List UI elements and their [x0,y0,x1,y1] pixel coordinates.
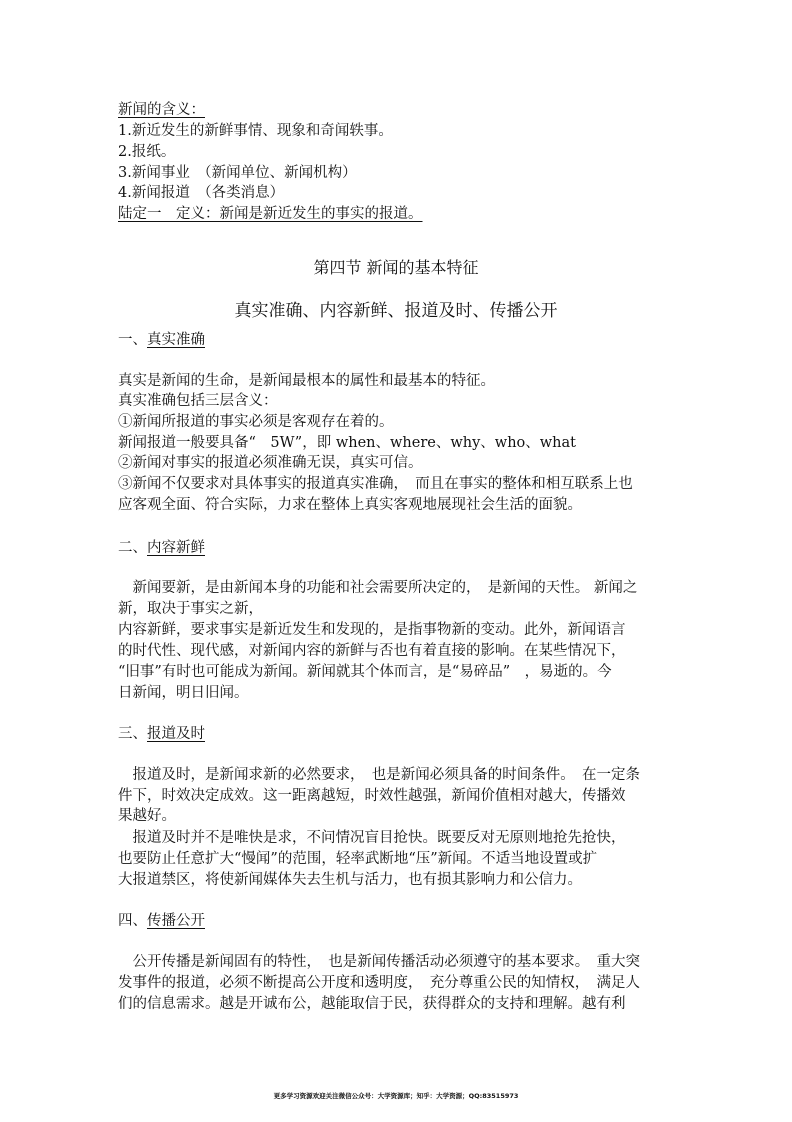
part3-line: 件下，时效决定成效。这一距离越短，时效性越强，新闻价值相对越大，传播效 [118,788,626,804]
part2-heading-prefix: 二、 [118,540,147,556]
meaning-item-1: 1.新近发生的新鲜事情、现象和奇闻轶事。 [118,123,393,139]
part1-heading [118,330,205,350]
part1-heading-prefix: 一、 [118,332,147,348]
part4-line: 们的信息需求。越是开诚布公，越能取信于民，获得群众的支持和理解。越有利 [118,996,626,1012]
part3-line: 大报道禁区，将使新闻媒体失去生机与活力，也有损其影响力和公信力。 [118,872,582,888]
meaning-item-2: 2.报纸。 [118,144,176,160]
part3-line: 也要防止任意扩大“慢闻”的范围，轻率武断地“压”新闻。不适当地设置或扩 [118,851,598,867]
part2-line: 内容新鲜，要求事实是新近发生和发现的，是指事物新的变动。此外，新闻语言 [118,622,626,638]
part3-line: 报道及时，是新闻求新的必然要求， 也是新闻必须具备的时间条件。 在一定条 [118,767,640,783]
part2-line: “旧事”有时也可能成为新闻。新闻就其个体而言，是“易碎品” ，易逝的。今 [118,664,612,680]
part3-line: 果越好。 [118,808,176,824]
part3-heading [118,724,205,744]
part4-heading [118,911,205,931]
part2-line: 的时代性、现代感，对新闻内容的新鲜与否也有着直接的影响。在某些情况下， [118,643,626,659]
part1-line: ②新闻对事实的报道必须准确无误，真实可信。 [118,455,423,471]
part4-line: 公开传播是新闻固有的特性， 也是新闻传播活动必须遵守的基本要求。 重大突 [118,954,640,970]
section-subtitle: 真实准确、内容新鲜、报道及时、传播公开 [234,301,558,321]
part1-line: 新闻报道一般要具备“ 5W”，即 when、where、why、who、what [118,435,576,451]
part1-line: ①新闻所报道的事实必须是客观存在着的。 [118,414,394,430]
section-title: 第四节 新闻的基本特征 [313,258,479,277]
meaning-title: 新闻的含义： [118,102,205,118]
part2-line: 新，取决于事实之新， [118,601,263,617]
part1-line: 真实是新闻的生命，是新闻最根本的属性和最基本的特征。 [118,373,495,389]
part3-heading-prefix: 三、 [118,726,147,742]
part1-line: 应客观全面、符合实际，力求在整体上真实客观地展现社会生活的面貌。 [118,497,582,513]
meaning-item-3: 3.新闻事业 （新闻单位、新闻机构） [118,165,357,181]
part2-line: 新闻要新，是由新闻本身的功能和社会需要所决定的， 是新闻的天性。 新闻之 [118,580,638,596]
meaning-item-4: 4.新闻报道 （各类消息） [118,185,285,201]
page-footer: 更多学习资源欢迎关注微信公众号：大学资源库；知乎：大学资源；QQ:83515973 [273,1092,519,1100]
part1-heading-text: 真实准确 [147,332,205,348]
part3-heading-text: 报道及时 [147,726,205,742]
part4-line: 发事件的报道，必须不断提高公开度和透明度， 充分尊重公民的知情权， 满足人 [118,975,640,991]
part2-line: 日新闻，明日旧闻。 [118,685,249,701]
part1-line: 真实准确包括三层含义： [118,393,278,409]
part2-heading [118,538,205,558]
part2-heading-text: 内容新鲜 [147,540,205,556]
part4-heading-prefix: 四、 [118,913,147,929]
part3-line: 报道及时并不是唯快是求，不问情况盲目抢快。既要反对无原则地抢先抢快， [118,830,626,846]
part1-line: ③新闻不仅要求对具体事实的报道真实准确， 而且在事实的整体和相互联系上也 [118,476,633,492]
part4-heading-text: 传播公开 [147,913,205,929]
definition-line: 陆定一 定义：新闻是新近发生的事实的报道。 [118,206,423,222]
